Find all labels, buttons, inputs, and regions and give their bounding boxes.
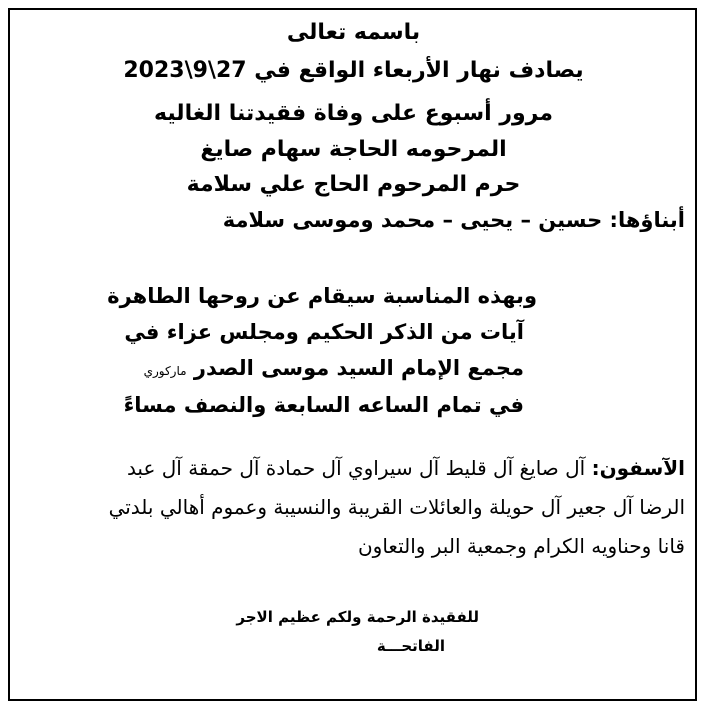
mourners-label: الآسفون: <box>591 456 685 480</box>
spouse-line: حرم المرحوم الحاج علي سلامة <box>186 172 521 197</box>
venue-note: ماركوري <box>143 364 187 378</box>
sons-label: أبناؤها: <box>609 208 685 232</box>
sons-names: حسين – يحيى – محمد وموسى سلامة <box>222 208 603 232</box>
ceremony-line-2: آيات من الذكر الحكيم ومجلس عزاء في <box>124 320 524 344</box>
venue-name: مجمع الإمام السيد موسى الصدر <box>193 356 524 380</box>
deceased-name: المرحومه الحاجة سهام صايغ <box>200 137 507 162</box>
mourners-line-2: الرضا آل جعير آل حويلة والعائلات القريبة والنسيبة وعموم أهالي بلدتي <box>108 495 685 519</box>
mourners-line-1 <box>127 456 685 480</box>
ceremony-time: في تمام الساعه السابعة والنصف مساءً <box>123 393 524 417</box>
mourners-line-3: قانا وحناويه الكرام وجمعية البر والتعاون <box>357 534 685 558</box>
mourners-families-1: آل صايغ آل قليط آل سيراوي آل حمادة آل حمقة آل عبد <box>126 456 586 480</box>
sons-line <box>223 208 685 232</box>
closing-fatiha: الفاتحـــة <box>376 637 445 655</box>
occasion-line: مرور أسبوع على وفاة فقيدتنا الغاليه <box>153 101 553 126</box>
closing-prayer: للفقيدة الرحمة ولكم عظيم الاجر <box>236 608 479 626</box>
date-line: يصادف نهار الأربعاء الواقع في 27\9\2023 <box>123 58 584 83</box>
ceremony-line-3 <box>144 356 524 380</box>
bismillah-heading: باسمه تعالى <box>286 20 421 45</box>
ceremony-line-1: وبهذه المناسبة سيقام عن روحها الطاهرة <box>107 284 537 308</box>
